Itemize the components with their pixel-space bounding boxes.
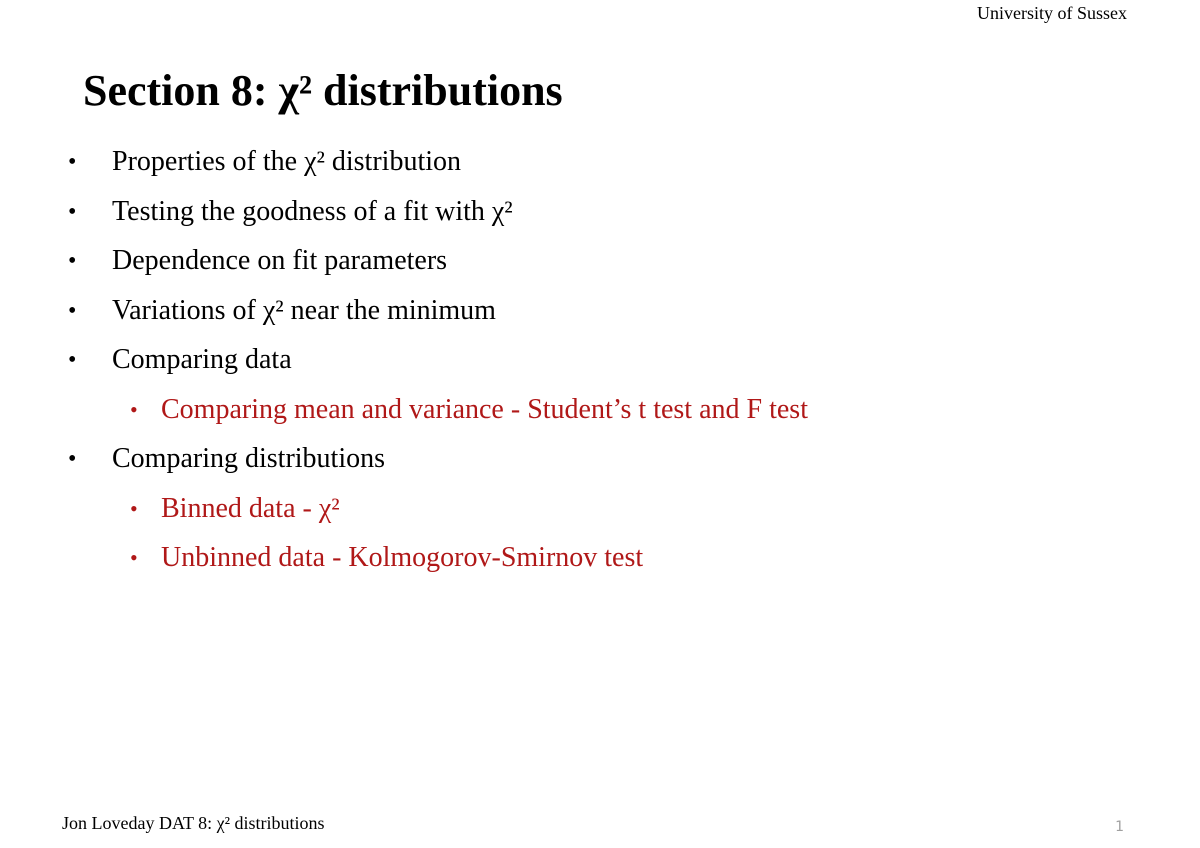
bullet-item bbox=[0, 337, 1200, 387]
bullet-text: Comparing data bbox=[112, 344, 292, 375]
sub-bullet-marker: • bbox=[130, 495, 138, 521]
sub-bullet-text: Unbinned data - Kolmogorov-Smirnov test bbox=[161, 542, 644, 573]
page-number: 1 bbox=[1115, 819, 1124, 835]
bullet-item bbox=[0, 288, 1200, 338]
bullet-item bbox=[0, 139, 1200, 189]
sub-bullet-text: Binned data - χ² bbox=[161, 492, 340, 524]
bullet-text: Variations of χ² near the minimum bbox=[112, 294, 496, 326]
footer-author-course: Jon Loveday DAT 8: χ² distributions bbox=[62, 813, 325, 833]
sub-bullet-marker: • bbox=[130, 545, 138, 570]
institution-name: University of Sussex bbox=[977, 3, 1127, 23]
bullet-marker: • bbox=[68, 149, 77, 175]
bullet-text: Dependence on fit parameters bbox=[112, 245, 448, 276]
bullet-marker: • bbox=[68, 297, 77, 324]
bullet-text: Comparing distributions bbox=[112, 443, 385, 474]
bullet-text: Testing the goodness of a fit with χ² bbox=[112, 195, 513, 227]
bullet-item bbox=[0, 436, 1200, 486]
bullet-marker: • bbox=[68, 198, 77, 225]
bullet-marker: • bbox=[68, 248, 77, 274]
slide-title: Section 8: χ² distributions bbox=[83, 66, 563, 115]
sub-bullet-item bbox=[0, 535, 1200, 585]
sub-bullet-item bbox=[0, 486, 1200, 536]
bullet-text: Properties of the χ² distribution bbox=[112, 146, 462, 177]
bullet-item bbox=[0, 238, 1200, 288]
sub-bullet-item bbox=[0, 387, 1200, 437]
bullet-list bbox=[0, 139, 1200, 585]
bullet-item bbox=[0, 189, 1200, 239]
sub-bullet-marker: • bbox=[130, 396, 138, 422]
bullet-marker: • bbox=[68, 347, 77, 373]
sub-bullet-text: Comparing mean and variance - Student’s t test and F test bbox=[161, 393, 808, 425]
bullet-marker: • bbox=[68, 446, 77, 472]
